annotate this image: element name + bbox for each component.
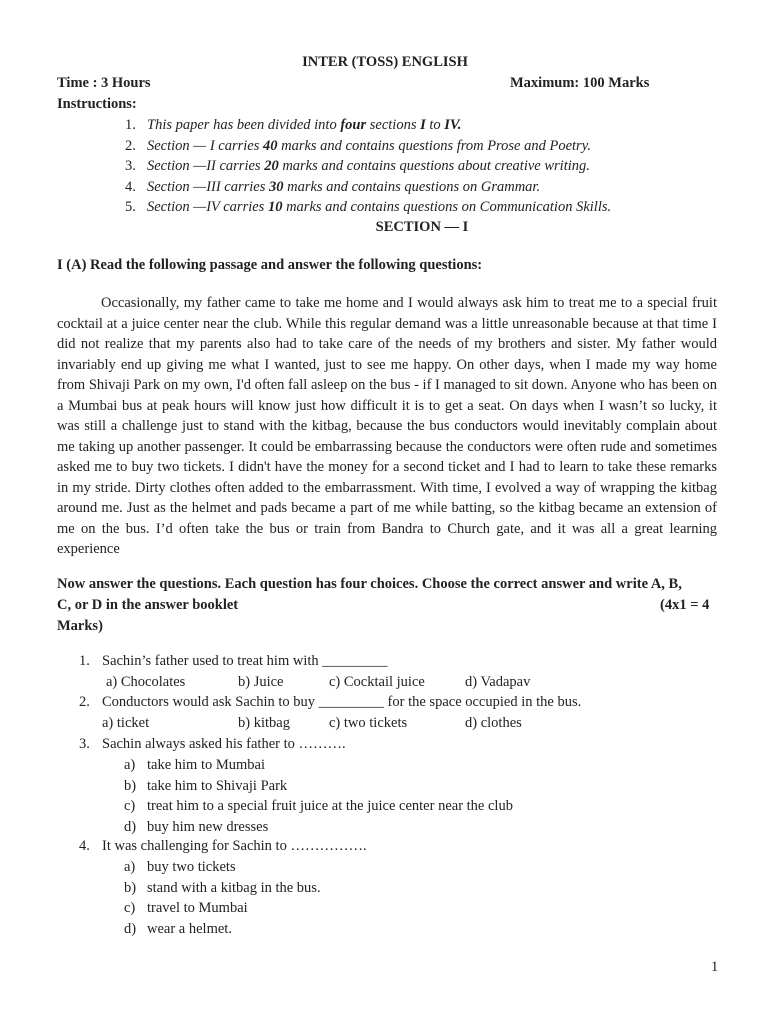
instruction-fragment: Section — I carries xyxy=(147,138,263,154)
instruction-text xyxy=(147,138,591,155)
answer-option: take him to Mumbai xyxy=(147,757,265,773)
answer-option-letter: a) xyxy=(124,859,136,875)
instruction-text xyxy=(147,158,590,175)
answer-option-letter: b) xyxy=(124,777,137,794)
answer-option: buy him new dresses xyxy=(147,818,269,835)
instruction-fragment: 20 xyxy=(264,158,279,174)
instruction-fragment: Section —II carries xyxy=(147,158,265,174)
answer-option: treat him to a special fruit juice at the juice center near the club xyxy=(147,798,513,814)
time-label: Time : 3 Hours xyxy=(57,75,151,91)
instruction-fragment: 40 xyxy=(262,138,278,154)
instruction-fragment: 30 xyxy=(269,179,284,195)
answer-option: stand with a kitbag in the bus. xyxy=(147,879,321,896)
answer-option-letter: c) xyxy=(124,798,136,814)
marks-label: (4x1 = 4 xyxy=(660,597,710,613)
answer-option: buy two tickets xyxy=(147,859,236,875)
answer-option: b) kitbag xyxy=(238,715,290,731)
questions-instruction-line1: Now answer the questions. Each question has four choices. Choose the correct answer and write A, B, xyxy=(57,576,682,592)
question-text: Sachin’s father used to treat him with _________ xyxy=(102,653,388,669)
reading-passage xyxy=(57,293,717,560)
answer-option-letter: c) xyxy=(124,900,136,916)
section-title: SECTION — I xyxy=(375,219,469,235)
instruction-fragment: four xyxy=(340,117,367,133)
question-text: Conductors would ask Sachin to buy _________ for the space occupied in the bus. xyxy=(102,694,582,710)
answer-option-letter: b) xyxy=(124,879,137,896)
answer-option: a) Chocolates xyxy=(106,674,186,690)
answer-option-letter: d) xyxy=(124,818,137,835)
instruction-number: 2. xyxy=(125,138,136,154)
question-text: Sachin always asked his father to ………. xyxy=(102,736,346,752)
passage-text: Occasionally, my father came to take me home and I would always ask him to treat me to a special fruit cocktail at a juice center near the club. While this regular demand was a little unreasonable because at that time I did not realize that my parents also had to take care of the needs of my brothers and sister. My father would invariably end up giving me what I wanted, just to see me happy. On other days, when I made my way home from Shivaji Park on my own, I'd often fall asleep on the bus - if I managed to sit down. Anyone who has been on a Mumbai bus at peak hours will know just how difficult it is to get a seat. On days when I wasn’t so lucky, it was still a challenge just to stand with the kitbag, because the bus conductors would inevitably complain about me taking up another passenger. It could be embarrassing because the conductors were often rude and sometimes asked me to buy two tickets. I didn't have the money for a second ticket and I had to learn to take these remarks in my stride. Dirty clothes often added to the embarrassment. With time, I evolved a way of wrapping the kitbag around me. Just as the helmet and pads became a part of me while batting, so the kitbag became an extension of me on the bus. I’d often take the bus or train from Bandra to Church gate, and it was all a great learning experience xyxy=(57,295,717,557)
answer-option: d) clothes xyxy=(465,715,522,731)
max-marks-label: Maximum: 100 Marks xyxy=(510,75,650,91)
instruction-fragment: to xyxy=(425,117,445,133)
questions-instruction-line2: C, or D in the answer booklet xyxy=(57,597,239,613)
instruction-text xyxy=(147,117,461,134)
instruction-fragment: Section —IV carries xyxy=(147,199,268,215)
answer-option: travel to Mumbai xyxy=(147,900,248,916)
instruction-text xyxy=(147,199,611,216)
questions-instruction-line3: Marks) xyxy=(57,618,103,634)
question-text: It was challenging for Sachin to ……………. xyxy=(102,838,367,854)
page-number: 1 xyxy=(711,959,719,975)
instruction-fragment: 10 xyxy=(267,199,283,215)
instruction-number: 4. xyxy=(125,179,136,195)
instruction-fragment: marks and contains questions from Prose and Poetry. xyxy=(277,138,591,154)
answer-option: take him to Shivaji Park xyxy=(147,777,288,794)
instruction-fragment: sections xyxy=(366,117,421,133)
instructions-heading: Instructions: xyxy=(57,96,137,112)
answer-option: b) Juice xyxy=(238,674,284,690)
page-title: INTER (TOSS) ENGLISH xyxy=(302,54,468,70)
instruction-number: 1. xyxy=(125,117,136,133)
answer-option-letter: a) xyxy=(124,757,136,773)
answer-option-letter: d) xyxy=(124,920,137,937)
answer-option: a) ticket xyxy=(102,715,150,731)
instruction-fragment: marks and contains questions on Communication Skills. xyxy=(282,199,612,215)
question-number: 2. xyxy=(79,694,90,710)
part-heading: I (A) Read the following passage and answer the following questions: xyxy=(57,257,483,273)
instruction-text xyxy=(147,179,540,196)
instruction-fragment: I xyxy=(420,117,426,133)
instruction-number: 3. xyxy=(125,158,136,174)
question-number: 3. xyxy=(79,736,90,752)
question-number: 4. xyxy=(79,838,90,854)
question-number: 1. xyxy=(79,653,90,669)
instruction-fragment: Section —III carries xyxy=(147,179,270,195)
answer-option: d) Vadapav xyxy=(465,674,531,690)
instruction-fragment: IV. xyxy=(444,117,462,133)
answer-option: wear a helmet. xyxy=(147,920,232,937)
answer-option: c) Cocktail juice xyxy=(329,674,425,690)
instruction-fragment: marks and contains questions on Grammar. xyxy=(283,179,541,195)
instruction-fragment: marks and contains questions about creative writing. xyxy=(278,158,590,174)
instruction-fragment: This paper has been divided into xyxy=(147,117,341,133)
instruction-number: 5. xyxy=(125,199,136,215)
answer-option: c) two tickets xyxy=(329,715,408,731)
